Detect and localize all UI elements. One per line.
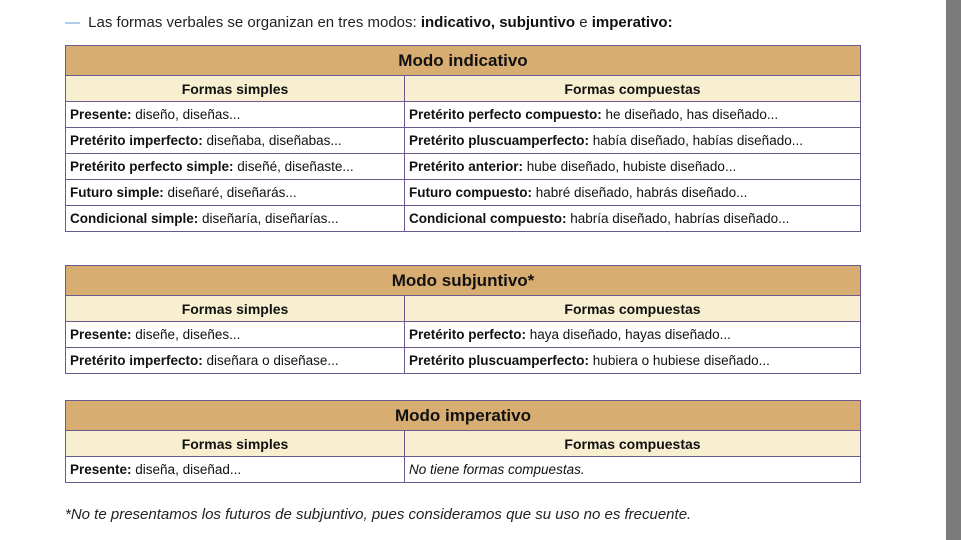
cell-compound: Pretérito pluscuamperfecto: había diseñado, habías diseñado...	[405, 128, 861, 154]
table-row	[66, 154, 861, 180]
dash-bullet: —	[65, 14, 80, 31]
cell-compound: Pretérito pluscuamperfecto: hubiera o hubiese diseñado...	[405, 348, 861, 374]
table-modo-subjuntivo	[65, 265, 861, 374]
table-title: Modo indicativo	[66, 46, 861, 76]
col-header-simple: Formas simples	[66, 76, 405, 102]
col-header-compound: Formas compuestas	[405, 296, 861, 322]
intro-joiner: e	[579, 14, 592, 31]
cell-compound: Pretérito perfecto: haya diseñado, hayas diseñado...	[405, 322, 861, 348]
intro-sentence	[65, 14, 673, 31]
table-row	[66, 206, 861, 232]
cell-simple: Pretérito perfecto simple: diseñé, diseñaste...	[66, 154, 405, 180]
table-title: Modo subjuntivo*	[66, 266, 861, 296]
cell-simple: Pretérito imperfecto: diseñaba, diseñabas...	[66, 128, 405, 154]
col-header-simple: Formas simples	[66, 296, 405, 322]
table-modo-indicativo	[65, 45, 861, 232]
cell-simple: Futuro simple: diseñaré, diseñarás...	[66, 180, 405, 206]
cell-compound: Pretérito perfecto compuesto: he diseñado, has diseñado...	[405, 102, 861, 128]
col-header-simple: Formas simples	[66, 431, 405, 457]
cell-compound: Condicional compuesto: habría diseñado, habrías diseñado...	[405, 206, 861, 232]
table-row	[66, 348, 861, 374]
cell-simple: Pretérito imperfecto: diseñara o diseñase...	[66, 348, 405, 374]
cell-simple: Presente: diseña, diseñad...	[66, 457, 405, 483]
cell-compound: Pretérito anterior: hube diseñado, hubiste diseñado...	[405, 154, 861, 180]
table-modo-imperativo	[65, 400, 861, 483]
table-row	[66, 322, 861, 348]
cell-compound: No tiene formas compuestas.	[405, 457, 861, 483]
table-title: Modo imperativo	[66, 401, 861, 431]
table-row	[66, 128, 861, 154]
table-row	[66, 457, 861, 483]
cell-simple: Condicional simple: diseñaría, diseñarías...	[66, 206, 405, 232]
cell-simple: Presente: diseño, diseñas...	[66, 102, 405, 128]
table-row	[66, 102, 861, 128]
col-header-compound: Formas compuestas	[405, 431, 861, 457]
footnote: *No te presentamos los futuros de subjuntivo, pues consideramos que su uso no es frecuente.	[65, 506, 692, 523]
intro-modes-2: imperativo:	[591, 14, 673, 31]
intro-modes-1: indicativo, subjuntivo	[420, 14, 576, 31]
cell-simple: Presente: diseñe, diseñes...	[66, 322, 405, 348]
col-header-compound: Formas compuestas	[405, 76, 861, 102]
scrollbar[interactable]	[946, 0, 961, 540]
table-row	[66, 180, 861, 206]
intro-text: Las formas verbales se organizan en tres modos:	[88, 14, 421, 31]
cell-compound: Futuro compuesto: habré diseñado, habrás diseñado...	[405, 180, 861, 206]
